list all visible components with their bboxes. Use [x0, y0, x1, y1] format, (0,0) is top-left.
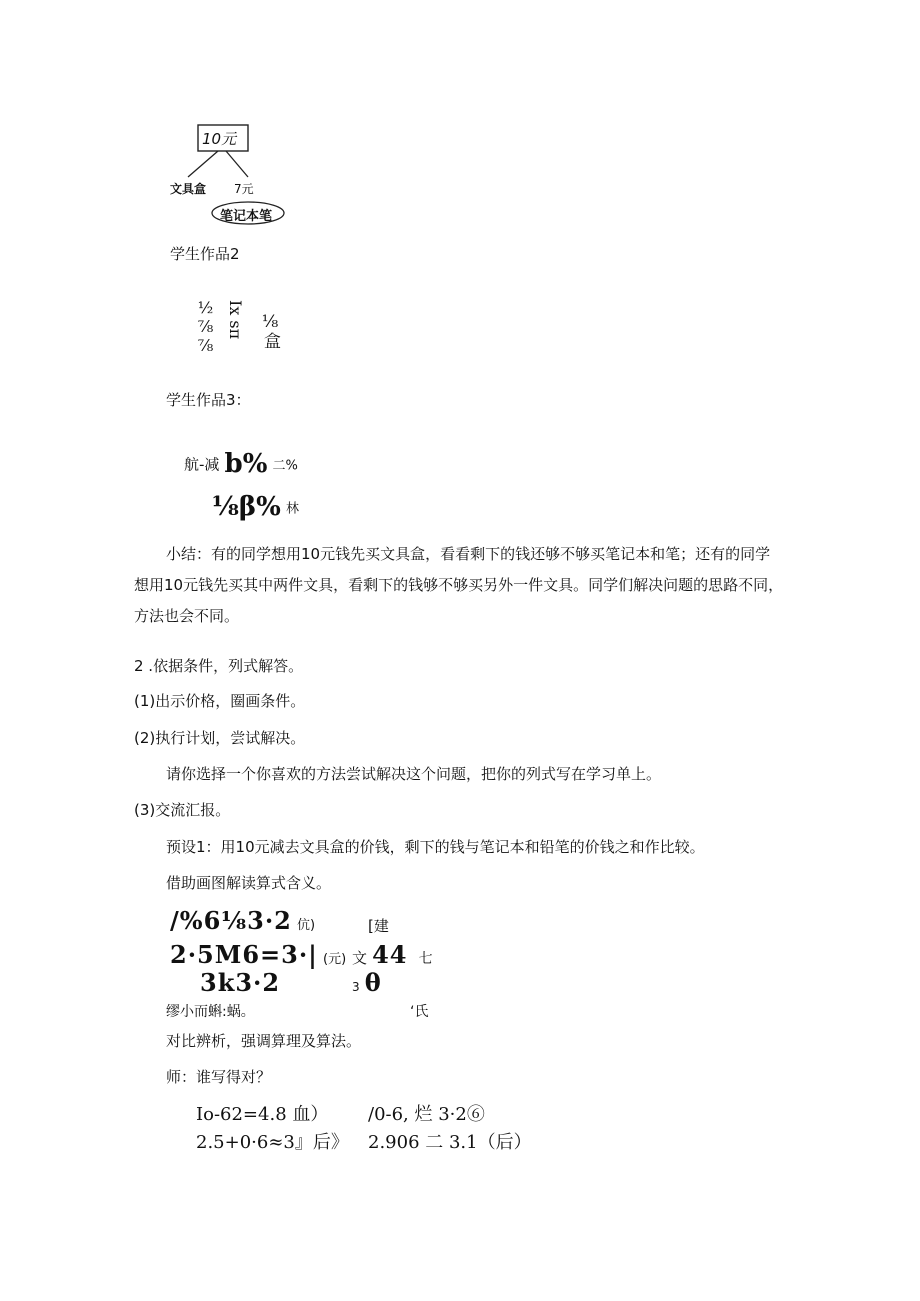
section2-preset1: 预设1：用10元减去文具盒的价钱，剩下的钱与笔记本和铅笔的价钱之和作比较。: [166, 838, 705, 856]
work3-line1-c: 二%: [272, 458, 298, 474]
section2-step3: (3)交流汇报。: [134, 801, 231, 819]
calc-row3-right: [352, 968, 382, 997]
calc-row2-unit: (元): [323, 952, 347, 967]
work2-col2: Ix sπ: [226, 300, 245, 340]
work3-line2-a: ⅛β%: [212, 492, 281, 522]
section2-step1: (1)出示价格，圈画条件。: [134, 692, 306, 710]
section2-draw-note: 借助画图解读算式含义。: [166, 874, 332, 892]
work3-line1: [184, 449, 298, 479]
calc-row3-right-a: 3: [352, 980, 360, 994]
calc-row4-right: ‘氏: [410, 1004, 429, 1020]
calc-row2-right: [352, 940, 433, 969]
summary-line-1: 小结：有的同学想用10元钱先买文具盒，看看剩下的钱还够不够买笔记本和笔；还有的同学: [166, 545, 771, 563]
calc-row2-right-b: 44: [372, 940, 408, 969]
answer-2: /0-6, 烂 3·2⑥: [368, 1104, 485, 1125]
calc-row2-left: 2·5M6=3·|: [170, 940, 318, 969]
answer-1: Io-62=4.8 血）: [196, 1104, 329, 1125]
section2-instruction: 请你选择一个你喜欢的方法尝试解决这个问题，把你的列式写在学习单上。: [166, 765, 662, 783]
summary-paragraph: [134, 539, 794, 632]
calc-row1-right: [建: [368, 917, 389, 935]
analysis-line1: 对比辨析，强调算理及算法。: [166, 1032, 362, 1050]
calc-row4-left: 缪小而蝌:蜗。: [166, 1004, 255, 1020]
sketch-right-label: 7元: [234, 182, 254, 196]
section2-heading: 2 .依据条件，列式解答。: [134, 657, 304, 675]
sketch-tree-diagram: [160, 115, 290, 230]
analysis-line2: 师：谁写得对？: [166, 1068, 272, 1086]
calc-row2: [170, 940, 346, 969]
sketch-top-box-label: 10元: [202, 130, 237, 148]
work3-line2-b: 林: [285, 501, 299, 517]
summary-line-2: 想用10元钱先买其中两件文具，看剩下的钱够不够买另外一件文具。同学们解决问题的思路不同，: [134, 576, 784, 594]
answer-3: 2.5+0·6≈3』后》: [196, 1132, 349, 1153]
work3-line1-b: b%: [224, 449, 268, 479]
calc-row3-right-b: θ: [364, 968, 382, 997]
answer-4: 2.906 二 3.1（后）: [368, 1132, 532, 1153]
calc-row2-right-c: 七: [418, 951, 433, 967]
work2-col1: ½⅞⅞: [196, 298, 215, 355]
calc-row3-left: [200, 968, 280, 997]
calc-row1-left: /%6⅛3·2: [170, 906, 292, 935]
calc-row2-right-a: 文: [352, 949, 368, 967]
work3-line2: [212, 492, 299, 522]
sketch-left-label: 文具盒: [170, 182, 207, 196]
work2-caption: 学生作品2: [170, 245, 240, 263]
section2-step2: (2)执行计划，尝试解决。: [134, 729, 306, 747]
sketch-bottom-label: 笔记本笔: [220, 209, 273, 224]
calc-row1: [170, 906, 315, 935]
summary-line-3: 方法也会不同。: [134, 607, 240, 625]
work3-caption: 学生作品3：: [166, 391, 251, 409]
work3-line1-a: 航-减: [184, 455, 220, 474]
work2-col3: ⅛盒: [260, 312, 280, 349]
calc-row3-left-text: 3k3·2: [200, 968, 281, 997]
calc-row1-unit: 伉): [296, 918, 316, 933]
